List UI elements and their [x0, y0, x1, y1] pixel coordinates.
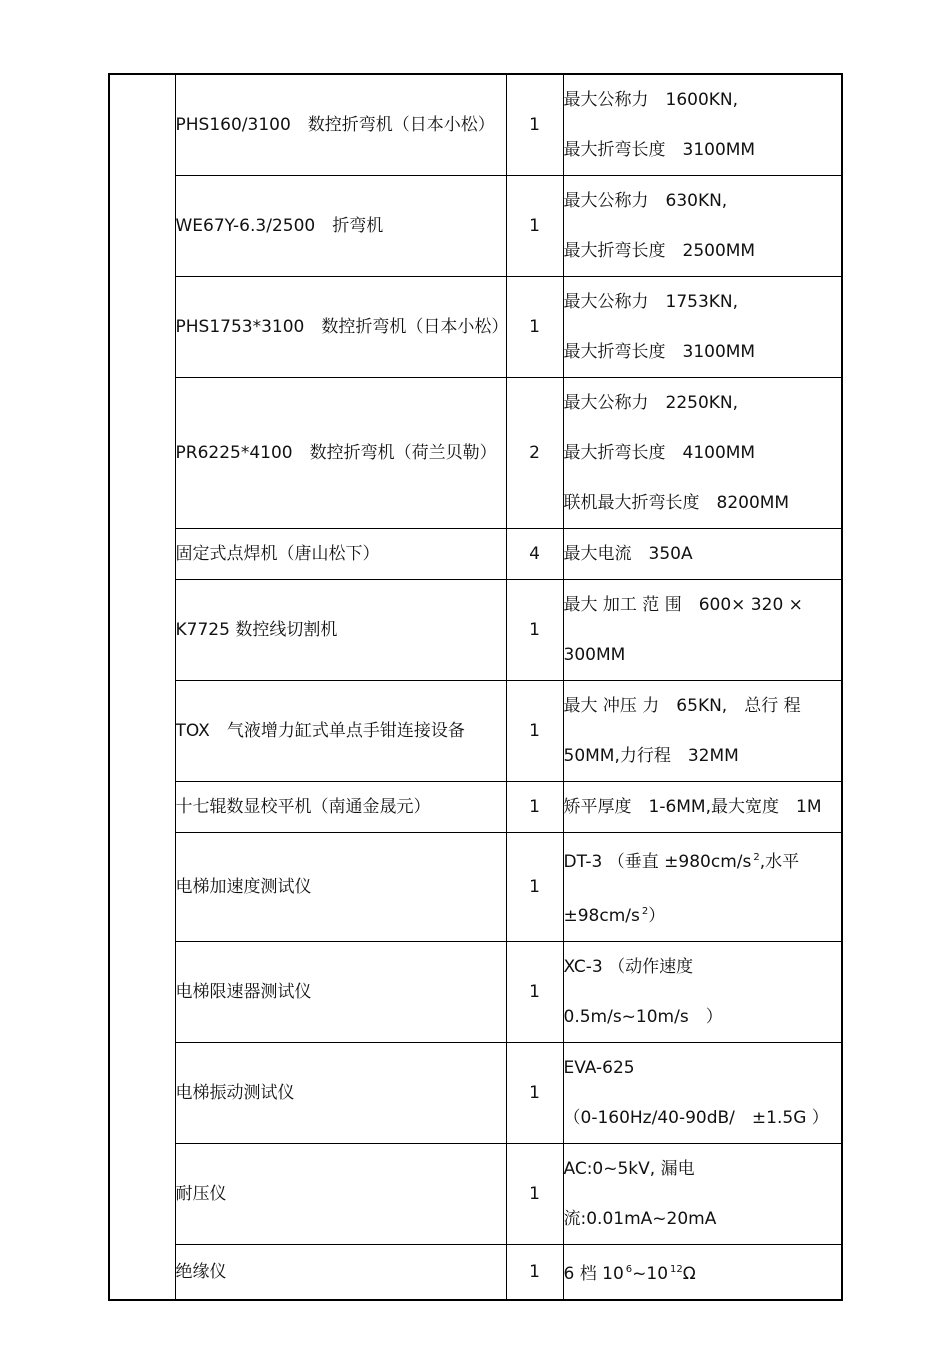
spec-line: ±98cm/s $^2$） [563, 906, 666, 926]
table-row [109, 942, 842, 1043]
equipment-name: TOX 气液增力缸式单点手钳连接设备 [175, 681, 506, 782]
spec-line: 最大折弯长度 3100MM [563, 342, 756, 362]
spec-line: EVA-625 [563, 1058, 635, 1078]
equipment-name: 电梯限速器测试仪 [175, 942, 506, 1043]
equipment-name: PHS160/3100 数控折弯机（日本小松） [175, 74, 506, 176]
table-row [109, 833, 842, 942]
spec-line: 最大公称力 2250KN, [563, 393, 739, 413]
equipment-quantity: 1 [506, 942, 563, 1043]
equipment-name: PHS1753*3100 数控折弯机（日本小松） [175, 277, 506, 378]
spec-line: 最大公称力 1600KN, [563, 90, 739, 110]
spec-line: DT-3 （垂直 ±980cm/s $^2$,水平 [563, 852, 800, 872]
equipment-spec [563, 681, 842, 782]
equipment-spec [563, 74, 842, 176]
spec-line: 最大 加工 范 围 600× 320 × [563, 595, 803, 615]
equipment-quantity: 1 [506, 1043, 563, 1144]
spec-line: 最大折弯长度 4100MM [563, 443, 756, 463]
equipment-quantity: 4 [506, 529, 563, 580]
equipment-quantity: 1 [506, 1144, 563, 1245]
equipment-name: 电梯振动测试仪 [175, 1043, 506, 1144]
equipment-spec [563, 378, 842, 529]
equipment-table [108, 73, 843, 1301]
spec-line: 最大 冲压 力 65KN, 总行 程 [563, 696, 801, 716]
spec-line: 流:0.01mA~20mA [563, 1209, 717, 1229]
equipment-quantity: 2 [506, 378, 563, 529]
equipment-spec [563, 782, 842, 833]
equipment-name: 绝缘仪 [175, 1245, 506, 1301]
equipment-spec [563, 1144, 842, 1245]
spec-line: 联机最大折弯长度 8200MM [563, 493, 790, 513]
table-row [109, 277, 842, 378]
spec-line: 最大折弯长度 3100MM [563, 140, 756, 160]
equipment-name: 十七辊数显校平机（南通金晟元） [175, 782, 506, 833]
table-row [109, 74, 842, 176]
table-row [109, 1144, 842, 1245]
equipment-spec [563, 1043, 842, 1144]
equipment-name: 电梯加速度测试仪 [175, 833, 506, 942]
spec-line: 最大电流 350A [563, 544, 693, 564]
equipment-spec [563, 529, 842, 580]
spec-line: 矫平厚度 1-6MM,最大宽度 1M [563, 797, 822, 817]
spec-line: 0.5m/s~10m/s ） [563, 1007, 723, 1027]
spec-line: 50MM,力行程 32MM [563, 746, 739, 766]
equipment-quantity: 1 [506, 176, 563, 277]
equipment-spec [563, 942, 842, 1043]
equipment-quantity: 1 [506, 782, 563, 833]
spec-line: （0-160Hz/40-90dB/ ±1.5G ） [563, 1108, 829, 1128]
spec-line: AC:0~5kV, 漏电 [563, 1159, 695, 1179]
table-row [109, 782, 842, 833]
table-row [109, 378, 842, 529]
spec-line: 300MM [563, 645, 626, 665]
equipment-spec [563, 833, 842, 942]
table-row [109, 580, 842, 681]
equipment-quantity: 1 [506, 1245, 563, 1301]
equipment-name: 固定式点焊机（唐山松下） [175, 529, 506, 580]
spec-line: 6 档 10 $^6$~10 $^{12}$Ω [563, 1264, 696, 1284]
equipment-name: K7725 数控线切割机 [175, 580, 506, 681]
equipment-spec [563, 1245, 842, 1301]
equipment-name: 耐压仪 [175, 1144, 506, 1245]
equipment-quantity: 1 [506, 74, 563, 176]
spec-line: 最大公称力 1753KN, [563, 292, 739, 312]
equipment-quantity: 1 [506, 681, 563, 782]
equipment-spec [563, 580, 842, 681]
category-cell [109, 74, 175, 1300]
equipment-quantity: 1 [506, 277, 563, 378]
spec-line: 最大公称力 630KN, [563, 191, 728, 211]
equipment-name: WE67Y-6.3/2500 折弯机 [175, 176, 506, 277]
equipment-spec [563, 176, 842, 277]
equipment-quantity: 1 [506, 833, 563, 942]
spec-line: XC-3 （动作速度 [563, 957, 694, 977]
table-row [109, 1043, 842, 1144]
table-row [109, 529, 842, 580]
equipment-name: PR6225*4100 数控折弯机（荷兰贝勒） [175, 378, 506, 529]
equipment-quantity: 1 [506, 580, 563, 681]
table-row [109, 681, 842, 782]
equipment-spec [563, 277, 842, 378]
spec-line: 最大折弯长度 2500MM [563, 241, 756, 261]
table-row [109, 176, 842, 277]
table-row [109, 1245, 842, 1301]
